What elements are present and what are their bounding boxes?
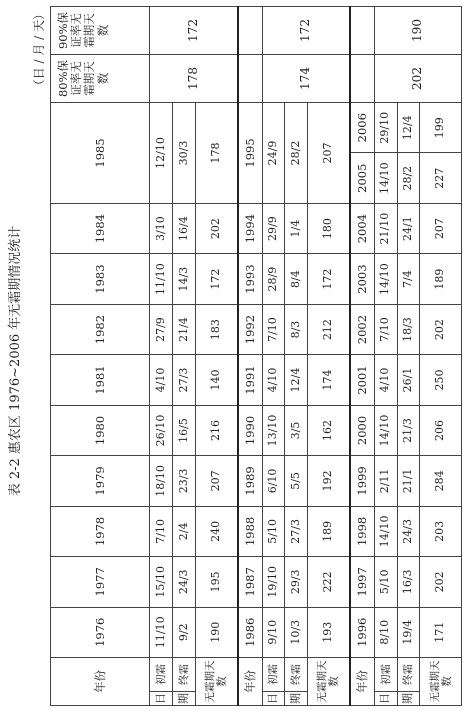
year-cell: 1978 — [51, 506, 150, 556]
first-frost-cell: 21/10 — [374, 203, 397, 253]
first-frost-cell: 19/10 — [262, 557, 285, 607]
last-frost-cell: 5/5 — [285, 456, 308, 506]
p80-value: 178 — [150, 55, 238, 103]
last-frost-cell: 16/5 — [173, 405, 196, 455]
last-frost-label: 终霜 — [285, 658, 308, 692]
table-title: 表 2-2 惠农区 1976~2006 年无霜期情况统计 — [8, 225, 23, 497]
frost-free-days-cell: 140 — [195, 355, 238, 405]
last-frost-cell: 27/3 — [285, 506, 308, 556]
year-cell: 1996 — [350, 607, 374, 657]
year-row-label: 年份 — [238, 658, 262, 706]
header-80-percent: 80%保证率无霜期天数 — [51, 55, 150, 103]
year-row — [350, 7, 374, 706]
year-cell: 1983 — [51, 254, 150, 304]
date-group-label: 日 — [374, 692, 397, 706]
year-cell: 1991 — [238, 355, 262, 405]
first-frost-label: 初霜 — [374, 658, 397, 692]
frost-free-days-cell: 189 — [307, 506, 350, 556]
year-cell: 1994 — [238, 203, 262, 253]
frost-free-days-cell: 172 — [307, 254, 350, 304]
year-cell: 1981 — [51, 355, 150, 405]
frost-free-days-cell: 202 — [420, 304, 462, 354]
first-frost-cell: 18/10 — [150, 456, 173, 506]
year-cell: 1976 — [51, 607, 150, 657]
frost-free-days-label: 无霜期天数 — [195, 658, 238, 706]
date-group-label: 日 — [150, 692, 173, 706]
year-row — [51, 7, 150, 706]
frost-free-days-cell: 222 — [307, 557, 350, 607]
last-frost-cell: 28/2 — [397, 153, 420, 203]
frost-free-days-label: 无霜期天数 — [420, 658, 462, 706]
first-frost-cell: 14/10 — [374, 405, 397, 455]
year-cell: 1980 — [51, 405, 150, 455]
frost-free-days-row — [307, 7, 350, 706]
first-frost-cell: 29/9 — [262, 203, 285, 253]
frost-free-days-cell: 172 — [195, 254, 238, 304]
frost-free-days-cell: 171 — [420, 607, 462, 657]
last-frost-cell: 24/3 — [173, 557, 196, 607]
last-frost-cell: 24/1 — [397, 203, 420, 253]
frost-free-table — [50, 6, 462, 706]
last-frost-cell: 9/2 — [173, 607, 196, 657]
year-cell: 1995 — [238, 103, 262, 204]
last-frost-cell: 28/2 — [285, 103, 308, 204]
last-frost-cell: 24/3 — [397, 506, 420, 556]
year-cell: 2000 — [350, 405, 374, 455]
last-frost-cell: 8/4 — [285, 254, 308, 304]
frost-free-days-cell: 207 — [307, 103, 350, 204]
first-frost-row — [262, 7, 285, 706]
frost-free-days-label: 无霜期天数 — [307, 658, 350, 706]
frost-free-days-cell: 250 — [420, 355, 462, 405]
header-90-percent: 90%保证率无霜期天数 — [51, 7, 150, 55]
frost-free-days-cell: 216 — [195, 405, 238, 455]
p90-value: 172 — [150, 7, 238, 55]
first-frost-cell: 14/10 — [374, 153, 397, 203]
frost-free-days-cell: 207 — [420, 203, 462, 253]
frost-free-days-cell: 190 — [195, 607, 238, 657]
year-cell: 1979 — [51, 456, 150, 506]
last-frost-cell: 10/3 — [285, 607, 308, 657]
frost-free-days-cell: 192 — [307, 456, 350, 506]
year-cell: 1977 — [51, 557, 150, 607]
first-frost-label: 初霜 — [262, 658, 285, 692]
first-frost-cell: 26/10 — [150, 405, 173, 455]
p80-value: 202 — [374, 55, 461, 103]
last-frost-cell: 21/4 — [173, 304, 196, 354]
first-frost-cell: 5/10 — [374, 557, 397, 607]
year-cell: 2001 — [350, 355, 374, 405]
year-cell: 1990 — [238, 405, 262, 455]
last-frost-cell: 2/4 — [173, 506, 196, 556]
year-cell: 1982 — [51, 304, 150, 354]
last-frost-cell: 30/3 — [173, 103, 196, 204]
last-frost-row — [397, 7, 420, 706]
year-cell: 1986 — [238, 607, 262, 657]
first-frost-cell: 27/9 — [150, 304, 173, 354]
year-cell: 1999 — [350, 456, 374, 506]
first-frost-cell: 29/10 — [374, 103, 397, 153]
frost-free-days-cell: 206 — [420, 405, 462, 455]
frost-free-days-cell: 203 — [420, 506, 462, 556]
last-frost-cell: 27/3 — [173, 355, 196, 405]
last-frost-cell: 8/3 — [285, 304, 308, 354]
first-frost-cell: 12/10 — [150, 103, 173, 204]
last-frost-row — [173, 7, 196, 706]
unit-note: （日 / 月 / 天） — [32, 8, 46, 92]
frost-free-days-cell: 227 — [420, 153, 462, 203]
last-frost-cell: 7/4 — [397, 254, 420, 304]
year-cell: 1992 — [238, 304, 262, 354]
first-frost-cell: 4/10 — [262, 355, 285, 405]
frost-free-days-cell: 207 — [195, 456, 238, 506]
first-frost-cell: 14/10 — [374, 506, 397, 556]
last-frost-cell: 12/4 — [285, 355, 308, 405]
frost-free-days-cell: 195 — [195, 557, 238, 607]
first-frost-cell: 4/10 — [374, 355, 397, 405]
first-frost-cell: 5/10 — [262, 506, 285, 556]
first-frost-cell: 6/10 — [262, 456, 285, 506]
year-cell: 1987 — [238, 557, 262, 607]
first-frost-row — [374, 7, 397, 706]
year-row — [238, 7, 262, 706]
first-frost-cell: 28/9 — [262, 254, 285, 304]
p80-value: 174 — [262, 55, 350, 103]
last-frost-cell: 21/3 — [397, 405, 420, 455]
year-cell: 1984 — [51, 203, 150, 253]
last-frost-cell: 12/4 — [397, 103, 420, 153]
last-frost-cell: 14/3 — [173, 254, 196, 304]
first-frost-label: 初霜 — [150, 658, 173, 692]
first-frost-cell: 8/10 — [374, 607, 397, 657]
frost-free-days-cell: 193 — [307, 607, 350, 657]
frost-free-days-row — [420, 7, 462, 706]
first-frost-cell: 3/10 — [150, 203, 173, 253]
last-frost-cell: 1/4 — [285, 203, 308, 253]
frost-free-days-cell: 174 — [307, 355, 350, 405]
p90-value: 172 — [262, 7, 350, 55]
last-frost-cell: 18/3 — [397, 304, 420, 354]
date-group-label: 期 — [285, 692, 308, 706]
last-frost-cell: 3/5 — [285, 405, 308, 455]
first-frost-cell: 7/10 — [262, 304, 285, 354]
first-frost-cell: 15/10 — [150, 557, 173, 607]
frost-free-days-cell: 240 — [195, 506, 238, 556]
last-frost-row — [285, 7, 308, 706]
p90-cell-empty — [350, 7, 374, 55]
frost-free-days-cell: 162 — [307, 405, 350, 455]
year-cell: 2005 — [350, 153, 374, 203]
year-cell: 1993 — [238, 254, 262, 304]
frost-free-days-cell: 180 — [307, 203, 350, 253]
year-row-label: 年份 — [350, 658, 374, 706]
year-cell: 1997 — [350, 557, 374, 607]
date-group-label: 日 — [262, 692, 285, 706]
frost-free-days-cell: 202 — [195, 203, 238, 253]
frost-free-days-cell: 212 — [307, 304, 350, 354]
date-group-label: 期 — [173, 692, 196, 706]
first-frost-cell: 7/10 — [374, 304, 397, 354]
last-frost-cell: 19/4 — [397, 607, 420, 657]
first-frost-cell: 7/10 — [150, 506, 173, 556]
frost-free-days-cell: 284 — [420, 456, 462, 506]
first-frost-cell: 14/10 — [374, 254, 397, 304]
last-frost-cell: 26/1 — [397, 355, 420, 405]
last-frost-label: 终霜 — [173, 658, 196, 692]
frost-free-days-cell: 178 — [195, 103, 238, 204]
first-frost-cell: 9/10 — [262, 607, 285, 657]
first-frost-cell: 11/10 — [150, 254, 173, 304]
last-frost-cell: 29/3 — [285, 557, 308, 607]
year-cell: 2006 — [350, 103, 374, 153]
year-cell: 2003 — [350, 254, 374, 304]
frost-free-days-cell: 202 — [420, 557, 462, 607]
year-row-label: 年份 — [51, 658, 150, 706]
last-frost-cell: 16/3 — [397, 557, 420, 607]
last-frost-label: 终霜 — [397, 658, 420, 692]
frost-free-days-cell: 199 — [420, 103, 462, 153]
year-cell: 1989 — [238, 456, 262, 506]
year-cell: 2004 — [350, 203, 374, 253]
frost-free-days-cell: 183 — [195, 304, 238, 354]
p80-cell-empty — [238, 55, 262, 103]
date-group-label: 期 — [397, 692, 420, 706]
first-frost-cell: 2/11 — [374, 456, 397, 506]
last-frost-cell: 21/1 — [397, 456, 420, 506]
frost-free-days-cell: 189 — [420, 254, 462, 304]
year-cell: 1998 — [350, 506, 374, 556]
p80-cell-empty — [350, 55, 374, 103]
first-frost-cell: 4/10 — [150, 355, 173, 405]
year-cell: 2002 — [350, 304, 374, 354]
first-frost-row — [150, 7, 173, 706]
first-frost-cell: 11/10 — [150, 607, 173, 657]
frost-free-days-row — [195, 7, 238, 706]
last-frost-cell: 16/4 — [173, 203, 196, 253]
last-frost-cell: 23/3 — [173, 456, 196, 506]
first-frost-cell: 13/10 — [262, 405, 285, 455]
year-cell: 1985 — [51, 103, 150, 204]
year-cell: 1988 — [238, 506, 262, 556]
p90-value: 190 — [374, 7, 461, 55]
first-frost-cell: 24/9 — [262, 103, 285, 204]
p90-cell-empty — [238, 7, 262, 55]
